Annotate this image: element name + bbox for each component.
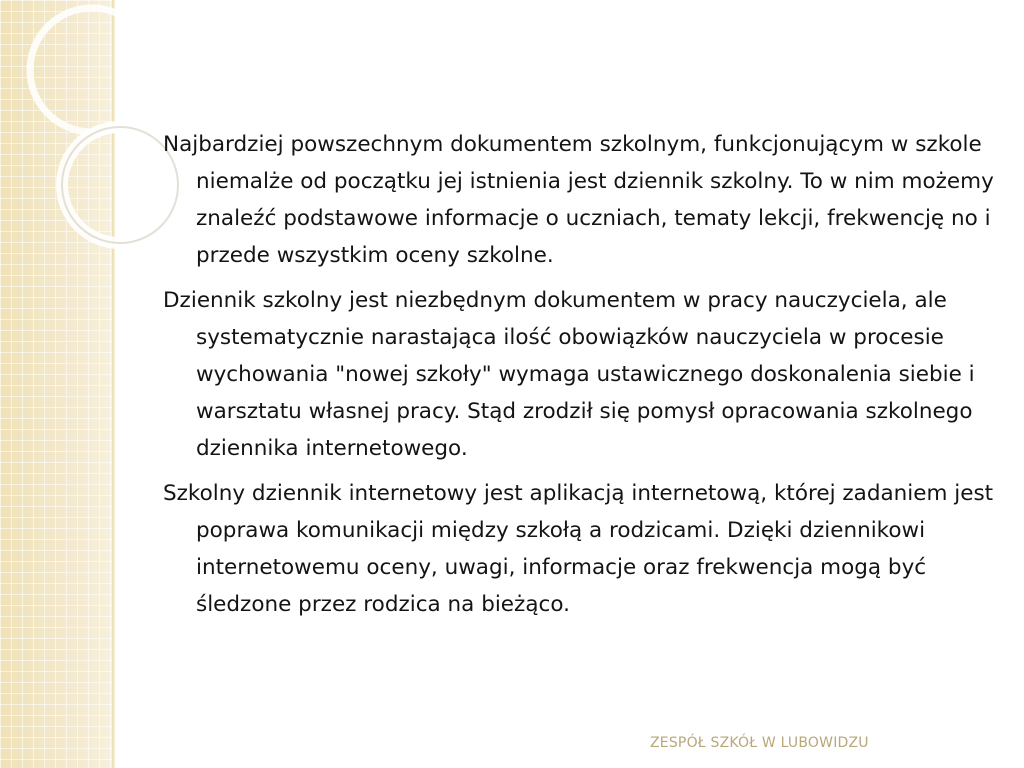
paragraph-3: Szkolny dziennik internetowy jest aplikacją internetową, której zadaniem jest poprawa komunikacji między szkołą a rodzicami. Dzięki dziennikowi internetowemu oceny, uwagi, informacje oraz frekwencja mogą być śledzone przez rodzica na bieżąco. <box>163 481 994 617</box>
slide-footer: ZESPÓŁ SZKÓŁ W LUBOWIDZU <box>650 735 869 751</box>
paragraph-1: Najbardziej powszechnym dokumentem szkolnym, funkcjonującym w szkole niemalże od początku jej istnienia jest dziennik szkolny. To w nim możemy znaleźć podstawowe informacje o uczniach, tematy lekcji, frekwencję no i przede wszystkim oceny szkolne. <box>163 132 994 268</box>
slide-body <box>163 126 1003 631</box>
paragraph-2: Dziennik szkolny jest niezbędnym dokumentem w pracy nauczyciela, ale systematycznie narastająca ilość obowiązków nauczyciela w procesie wychowania "nowej szkoły" wymaga ustawicznego doskonalenia siebie i warsztatu własnej pracy. Stąd zrodził się pomysł opracowania szkolnego dziennika internetowego. <box>163 288 975 461</box>
